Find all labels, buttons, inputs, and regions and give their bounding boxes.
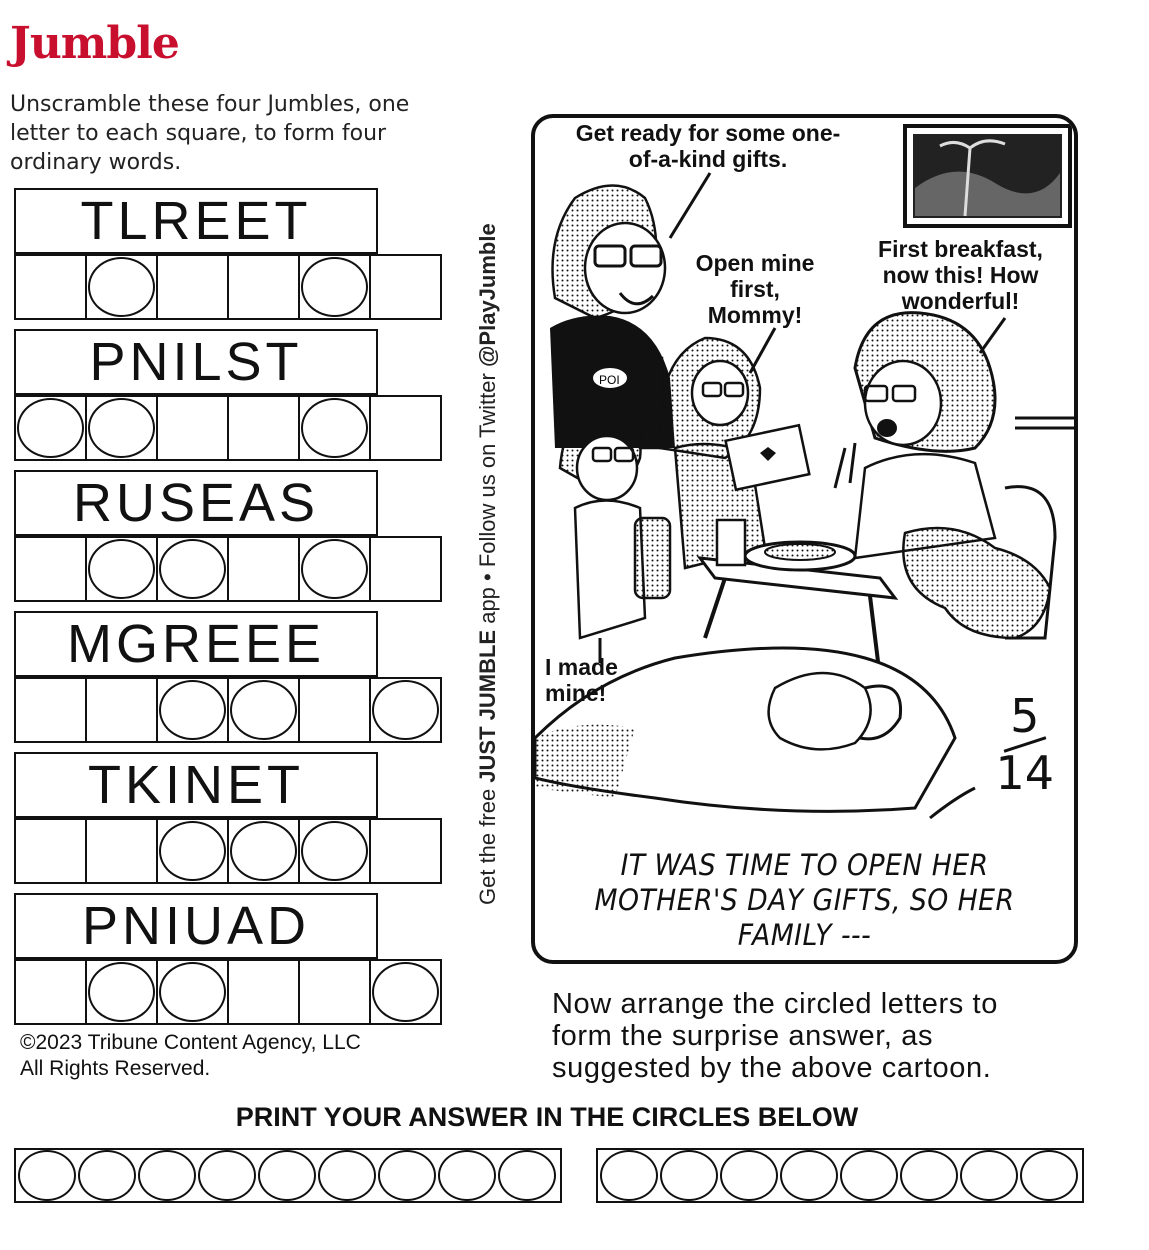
circled-letter-square[interactable] xyxy=(156,818,229,884)
cartoon-caption: IT WAS TIME TO OPEN HER MOTHER'S DAY GIFTS, SO HER FAMILY --- xyxy=(594,848,1015,952)
answer-squares xyxy=(14,395,442,461)
jumble-word-2 xyxy=(14,329,454,470)
letter-square[interactable] xyxy=(369,395,442,461)
answer-squares xyxy=(14,254,442,320)
letter-square[interactable] xyxy=(227,536,300,602)
print-answer-label: PRINT YOUR ANSWER IN THE CIRCLES BELOW xyxy=(235,1102,859,1132)
date-month: 5 xyxy=(1010,689,1040,743)
answer-word-1-letter-circle[interactable] xyxy=(378,1150,436,1201)
speech-balloon-daughter: Open mine first, Mommy! xyxy=(695,250,815,328)
jumble-puzzles xyxy=(14,188,454,1034)
copyright-notice xyxy=(20,1030,361,1082)
letter-square[interactable] xyxy=(156,395,229,461)
letter-square[interactable] xyxy=(14,536,87,602)
answer-word-2-letter-circle[interactable] xyxy=(780,1150,838,1201)
promo-app-name: JUST JUMBLE xyxy=(475,629,500,783)
answer-word-2-letter-circle[interactable] xyxy=(720,1150,778,1201)
circled-letter-square[interactable] xyxy=(156,959,229,1025)
scrambled-letters: TLREET xyxy=(14,188,378,254)
circled-letter-square[interactable] xyxy=(298,818,371,884)
answer-word-1-letter-circle[interactable] xyxy=(198,1150,256,1201)
answer-word-2-letter-circle[interactable] xyxy=(840,1150,898,1201)
speech-balloon-dad: Get ready for some one-of-a-kind gifts. xyxy=(575,120,841,172)
scrambled-letters: RUSEAS xyxy=(14,470,378,536)
scrambled-letters: TKINET xyxy=(14,752,378,818)
letter-square[interactable] xyxy=(227,254,300,320)
shirt-logo-text: POI xyxy=(599,373,620,387)
circled-letter-square[interactable] xyxy=(156,536,229,602)
answer-word-2-letter-circle[interactable] xyxy=(600,1150,658,1201)
jumble-word-1 xyxy=(14,188,454,329)
circled-letter-square[interactable] xyxy=(85,254,158,320)
jumble-word-6 xyxy=(14,893,454,1034)
answer-word-1-letter-circle[interactable] xyxy=(258,1150,316,1201)
circled-letter-square[interactable] xyxy=(369,959,442,1025)
circled-letter-square[interactable] xyxy=(85,536,158,602)
answer-word-2-letter-circle[interactable] xyxy=(960,1150,1018,1201)
arrange-instructions: Now arrange the circled letters to form the surprise answer, as suggested by the above cartoon. xyxy=(552,988,998,1084)
answer-word-2-letter-circle[interactable] xyxy=(660,1150,718,1201)
circled-letter-square[interactable] xyxy=(85,959,158,1025)
letter-square[interactable] xyxy=(369,818,442,884)
date-day: 14 xyxy=(995,746,1054,800)
letter-square[interactable] xyxy=(369,536,442,602)
letter-square[interactable] xyxy=(14,959,87,1025)
answer-word-2 xyxy=(596,1148,1084,1203)
scrambled-letters: MGREEE xyxy=(14,611,378,677)
instructions-text: Unscramble these four Jumbles, one letter to each square, to form four ordinary words. xyxy=(10,92,410,175)
answer-word-1-letter-circle[interactable] xyxy=(318,1150,376,1201)
answer-word-1-letter-circle[interactable] xyxy=(18,1150,76,1201)
letter-square[interactable] xyxy=(85,677,158,743)
letter-square[interactable] xyxy=(298,677,371,743)
circled-letter-square[interactable] xyxy=(298,395,371,461)
circled-letter-square[interactable] xyxy=(85,395,158,461)
answer-word-1-letter-circle[interactable] xyxy=(498,1150,556,1201)
speech-balloon-son: I made mine! xyxy=(545,654,618,706)
circled-letter-square[interactable] xyxy=(298,536,371,602)
letter-square[interactable] xyxy=(14,254,87,320)
letter-square[interactable] xyxy=(85,818,158,884)
answer-word-1 xyxy=(14,1148,562,1203)
copyright-line-1: ©2023 Tribune Content Agency, LLC xyxy=(20,1031,361,1054)
letter-square[interactable] xyxy=(227,959,300,1025)
scrambled-letters: PNILST xyxy=(14,329,378,395)
jumble-word-5 xyxy=(14,752,454,893)
scrambled-letters: PNIUAD xyxy=(14,893,378,959)
speech-balloon-mom: First breakfast, now this! How wonderful! xyxy=(878,236,1043,314)
answer-squares xyxy=(14,536,442,602)
answer-word-2-letter-circle[interactable] xyxy=(900,1150,958,1201)
date-stamp xyxy=(995,689,1054,800)
circled-letter-square[interactable] xyxy=(14,395,87,461)
circled-letter-square[interactable] xyxy=(227,677,300,743)
answer-word-1-letter-circle[interactable] xyxy=(138,1150,196,1201)
answer-squares xyxy=(14,959,442,1025)
answer-squares xyxy=(14,818,442,884)
letter-square[interactable] xyxy=(14,818,87,884)
jumble-logo: Jumble xyxy=(10,18,179,69)
answer-squares xyxy=(14,677,442,743)
copyright-line-2: All Rights Reserved. xyxy=(20,1057,211,1080)
promo-text-2: app • Follow us on Twitter xyxy=(475,367,500,630)
circled-letter-square[interactable] xyxy=(227,818,300,884)
circled-letter-square[interactable] xyxy=(369,677,442,743)
circled-letter-square[interactable] xyxy=(156,677,229,743)
cartoon-panel xyxy=(531,114,1078,964)
letter-square[interactable] xyxy=(298,959,371,1025)
letter-square[interactable] xyxy=(156,254,229,320)
promo-vertical-text xyxy=(475,165,501,905)
letter-square[interactable] xyxy=(14,677,87,743)
jumble-word-3 xyxy=(14,470,454,611)
jumble-word-4 xyxy=(14,611,454,752)
answer-word-1-letter-circle[interactable] xyxy=(438,1150,496,1201)
letter-square[interactable] xyxy=(227,395,300,461)
circled-letter-square[interactable] xyxy=(298,254,371,320)
promo-twitter-handle: @PlayJumble xyxy=(475,223,500,368)
promo-text-1: Get the free xyxy=(475,782,500,905)
answer-word-1-letter-circle[interactable] xyxy=(78,1150,136,1201)
answer-word-2-letter-circle[interactable] xyxy=(1020,1150,1078,1201)
letter-square[interactable] xyxy=(369,254,442,320)
